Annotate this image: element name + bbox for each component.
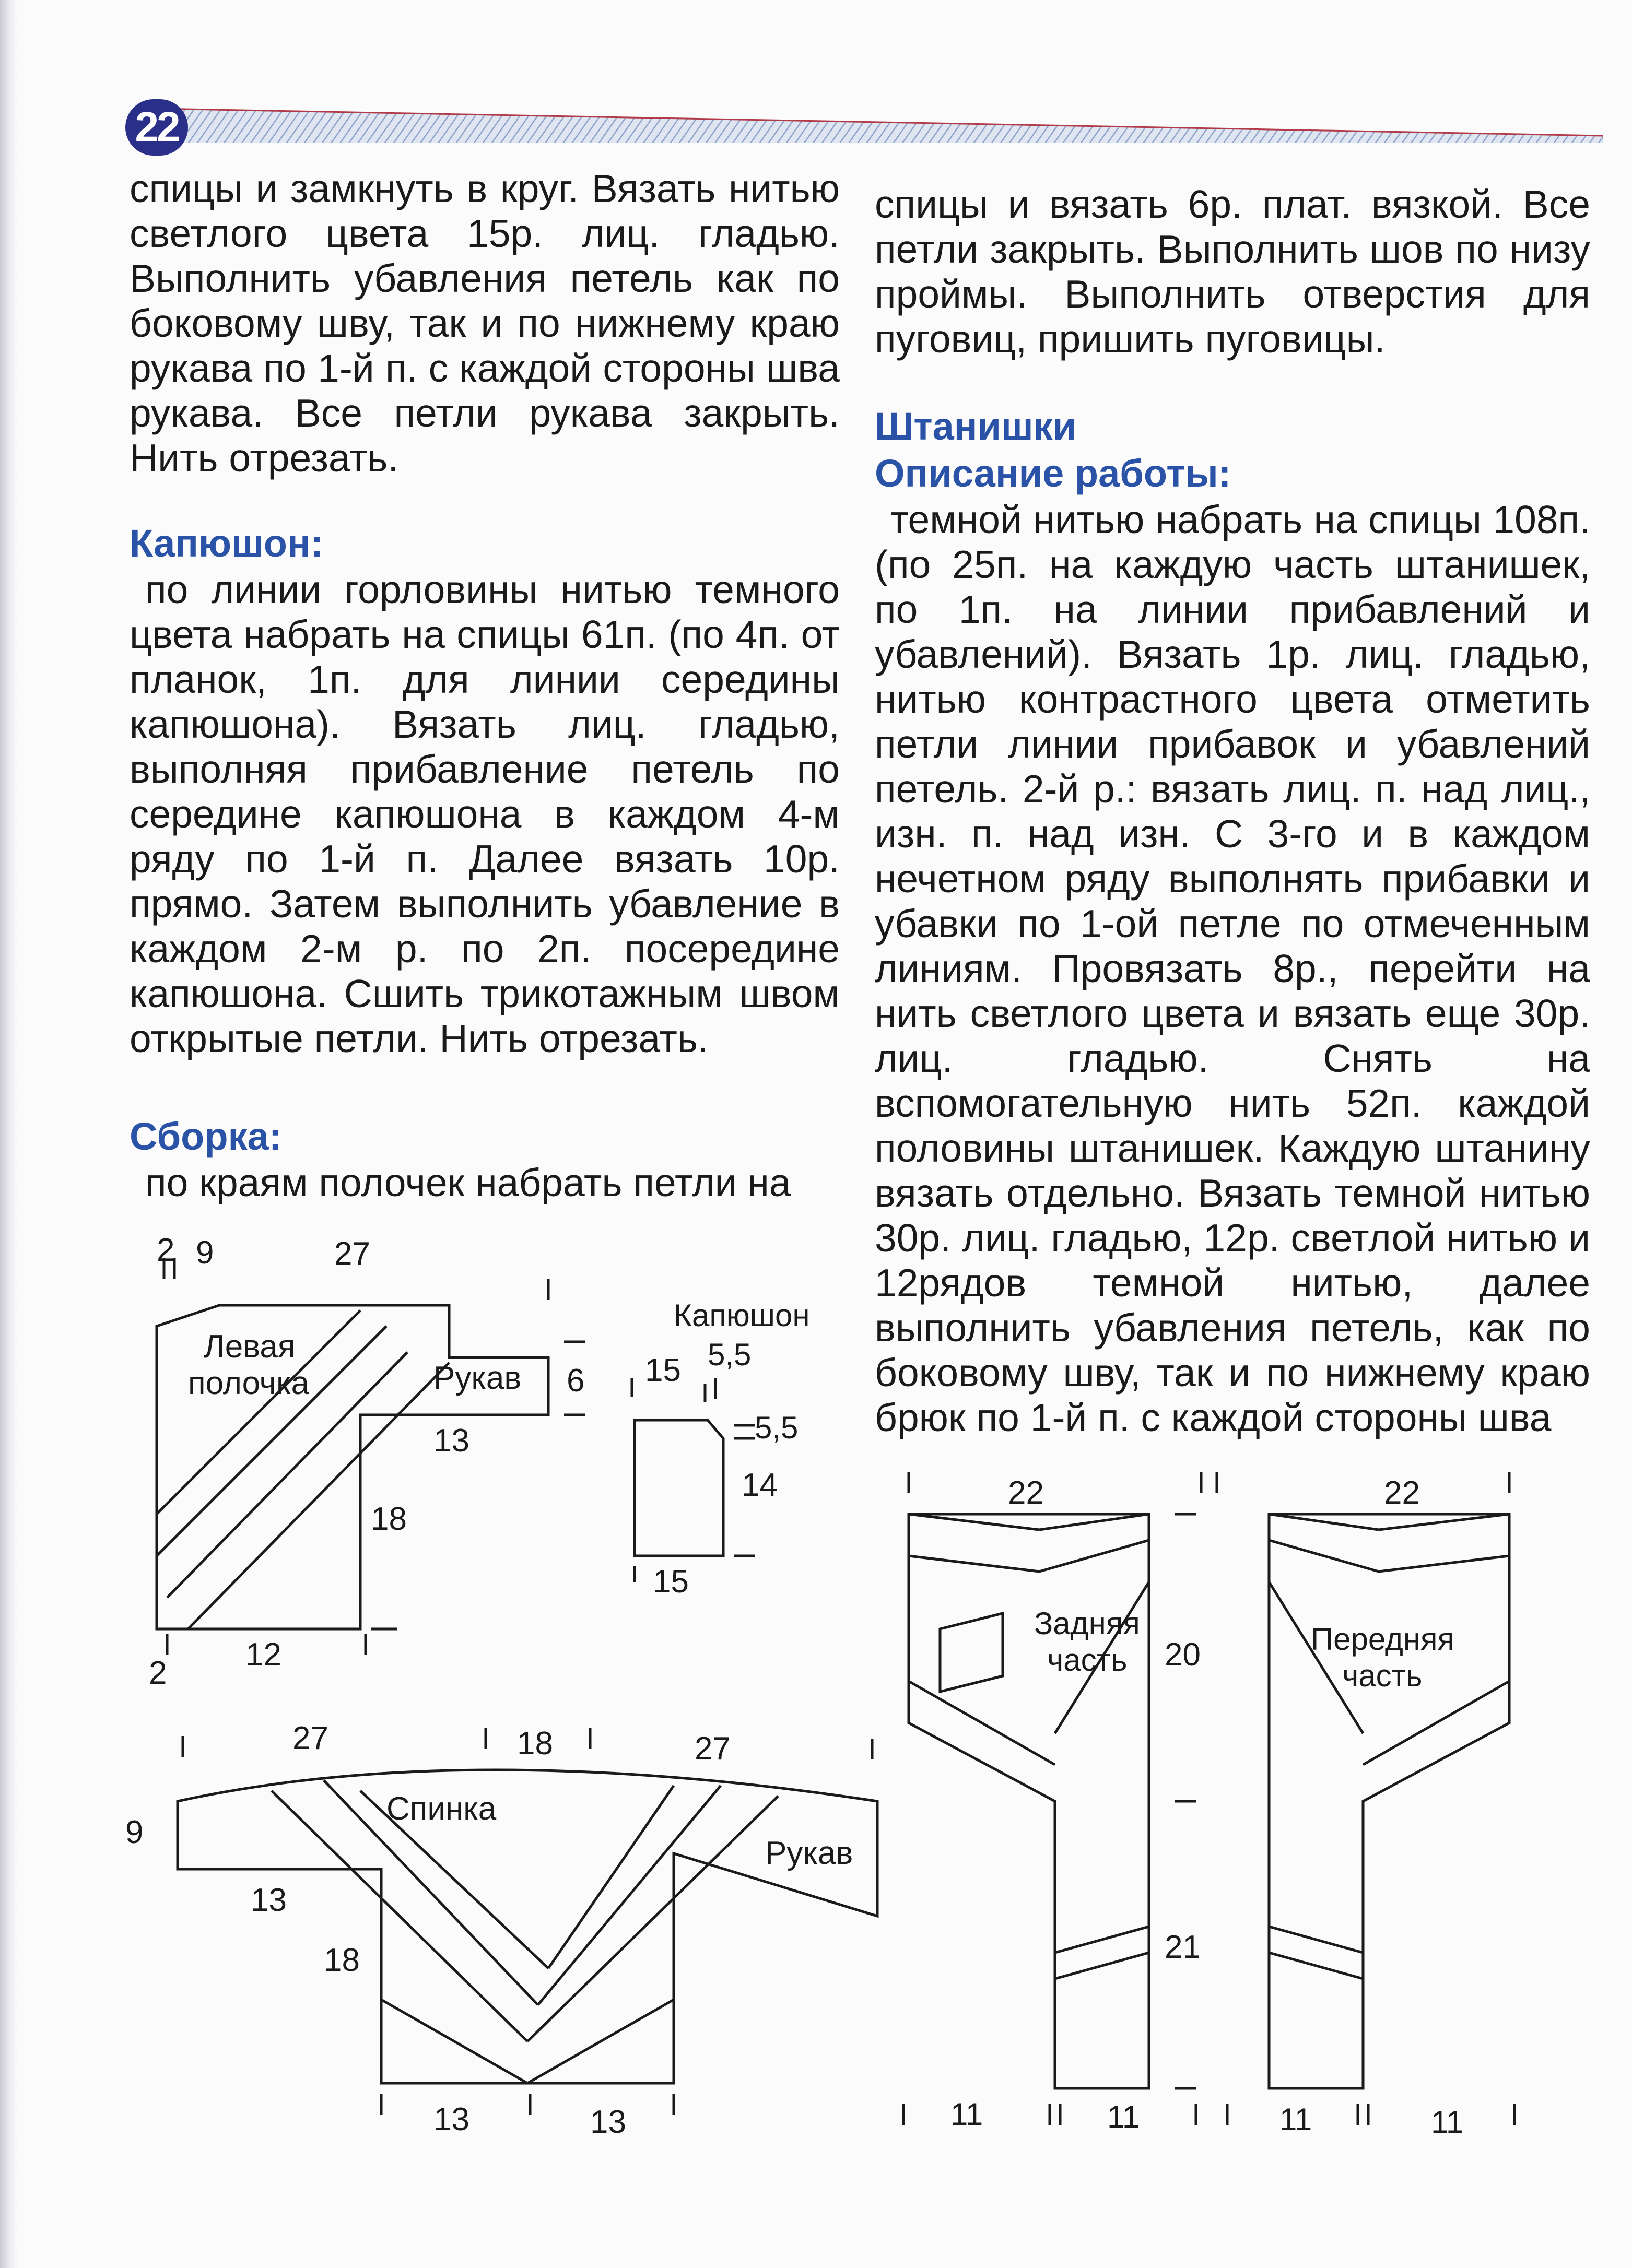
- back-dim-bottom-left: 13: [433, 2101, 469, 2137]
- hood-dim-height: 14: [742, 1467, 778, 1503]
- dim-label-e: 13: [433, 1423, 469, 1459]
- hood-dim-corner-h: 5,5: [708, 1337, 752, 1372]
- hood-text: по линии горловины нитью темного цвета набрать на спицы 61п. (по 4п. от планок, 1п. для линии середины капюшона). Вязать лиц. гладью, выполняя прибавление петель по середине капюшона в каждом 4-м ряду по 1-й п. Далее вязать 10р. прямо. Затем выполнить убавление в каждом 2-м р. по 2п. посередине капюшона. Сшить трикотажным швом открытые петли. Нить отрезать.: [130, 568, 840, 1060]
- dim-label-a: 2: [157, 1232, 175, 1268]
- left-column: [130, 166, 840, 1205]
- assembly-heading: Сборка:: [130, 1115, 282, 1158]
- dim-label-f: 18: [371, 1501, 407, 1537]
- back-dim-left: 27: [292, 1720, 328, 1756]
- pants-dim-top-right: 22: [1384, 1475, 1420, 1511]
- hood-dim-corner-v: 5,5: [755, 1410, 799, 1445]
- hood-diagram: [616, 1295, 867, 1619]
- pants-pocket: [940, 1613, 1003, 1692]
- hood-heading: Капюшон:: [130, 522, 324, 565]
- back-dim-sleeve: 13: [251, 1882, 287, 1918]
- dim-label-d: 6: [567, 1363, 585, 1399]
- hood-title: Капюшон: [674, 1298, 810, 1333]
- back-dim-height: 18: [324, 1942, 360, 1978]
- back-label: Спинка: [386, 1791, 497, 1827]
- pants-front-outline: [1269, 1514, 1509, 2088]
- back-dim-cuff: 9: [125, 1814, 144, 1850]
- dim-label-h: 2: [149, 1655, 167, 1691]
- pants-dim-b2: 11: [1107, 2099, 1140, 2134]
- back-dim-bottom-right: 13: [590, 2104, 626, 2140]
- right-intro-text: спицы и вязать 6р. плат. вязкой. Все петли закрыть. Выполнить шов по низу проймы. Выполнить отверстия для пуговиц, пришить пуговицы.: [875, 182, 1590, 361]
- pants-heading: Штанишки: [875, 405, 1077, 448]
- pants-dim-top-left: 22: [1008, 1475, 1044, 1511]
- hood-dim-top: 15: [645, 1352, 681, 1388]
- pants-back-label-1: Задняя: [1034, 1606, 1140, 1641]
- back-diagram: [120, 1707, 883, 2146]
- back-dim-right: 27: [695, 1731, 731, 1767]
- pants-diagram: [883, 1462, 1582, 2151]
- work-description-heading: Описание работы:: [875, 452, 1231, 495]
- assembly-text: по краям полочек набрать петли на: [145, 1161, 791, 1204]
- pants-front-label-1: Передняя: [1311, 1622, 1455, 1657]
- pants-back-outline: [909, 1514, 1149, 2088]
- pants-dim-lower: 21: [1165, 1929, 1201, 1965]
- pants-dim-b4: 11: [1431, 2105, 1464, 2140]
- pants-dim-b1: 11: [950, 2097, 983, 2132]
- front-diagram: [125, 1222, 648, 1692]
- back-sleeve-label: Рукав: [765, 1835, 853, 1871]
- back-outline: [178, 1770, 877, 2083]
- pants-front-label-2: часть: [1342, 1658, 1423, 1693]
- hood-dim-bottom: 15: [653, 1564, 689, 1600]
- pants-text: темной нитью набрать на спицы 108п. (по 25п. на каждую часть штанишек, по 1п. на линии прибавлений и убавлений). Вязать 1р. лиц. гладью, нитью контрастного цвета отметить петли линии прибавок и убавлений петель. 2-й р.: вязать лиц. п. над лиц., изн. п. над изн. С 3-го и в каждом нечетном ряду выполнять прибавки и убавки по 1-ой петле по отмеченным линиям. Провязать 8р., перейти на нить светлого цвета и вязать еще 30р. лиц. гладью. Снять на вспомогательную нить 52п. каждой половины штанишек. Каждую штанину вязать отдельно. Вязать темной нитью 30р. лиц. гладью, 12р. светлой нитью и 12рядов темной нитью, далее выполнить убавления петель, как по боковому шву, так и по нижнему краю брюк по 1-й п. с каждой стороны шва: [875, 498, 1590, 1439]
- pants-dim-b3: 11: [1279, 2102, 1312, 2137]
- left-intro-text: спицы и замкнуть в круг. Вязать нитью светлого цвета 15р. лиц. гладью. Выполнить убавления петель как по боковому шву, так и по нижнему краю рукава по 1-й п. с каждой стороны шва рукава. Все петли рукава закрыть. Нить отрезать.: [130, 167, 840, 480]
- front-label-2: полочка: [188, 1365, 309, 1401]
- hood-outline: [635, 1420, 723, 1556]
- dim-label-b: 9: [196, 1235, 214, 1271]
- dim-label-c: 27: [334, 1236, 370, 1272]
- front-label-1: Левая: [204, 1329, 296, 1365]
- scan-edge: [0, 0, 18, 2268]
- right-column: [875, 182, 1590, 1440]
- pants-back-label-2: часть: [1047, 1643, 1128, 1678]
- pants-dim-upper: 20: [1165, 1637, 1201, 1673]
- header-band: [125, 104, 1603, 146]
- back-dim-mid: 18: [517, 1726, 553, 1762]
- sleeve-label: Рукав: [433, 1360, 522, 1396]
- page-number-badge: 22: [125, 99, 188, 156]
- dim-label-g: 12: [245, 1637, 281, 1673]
